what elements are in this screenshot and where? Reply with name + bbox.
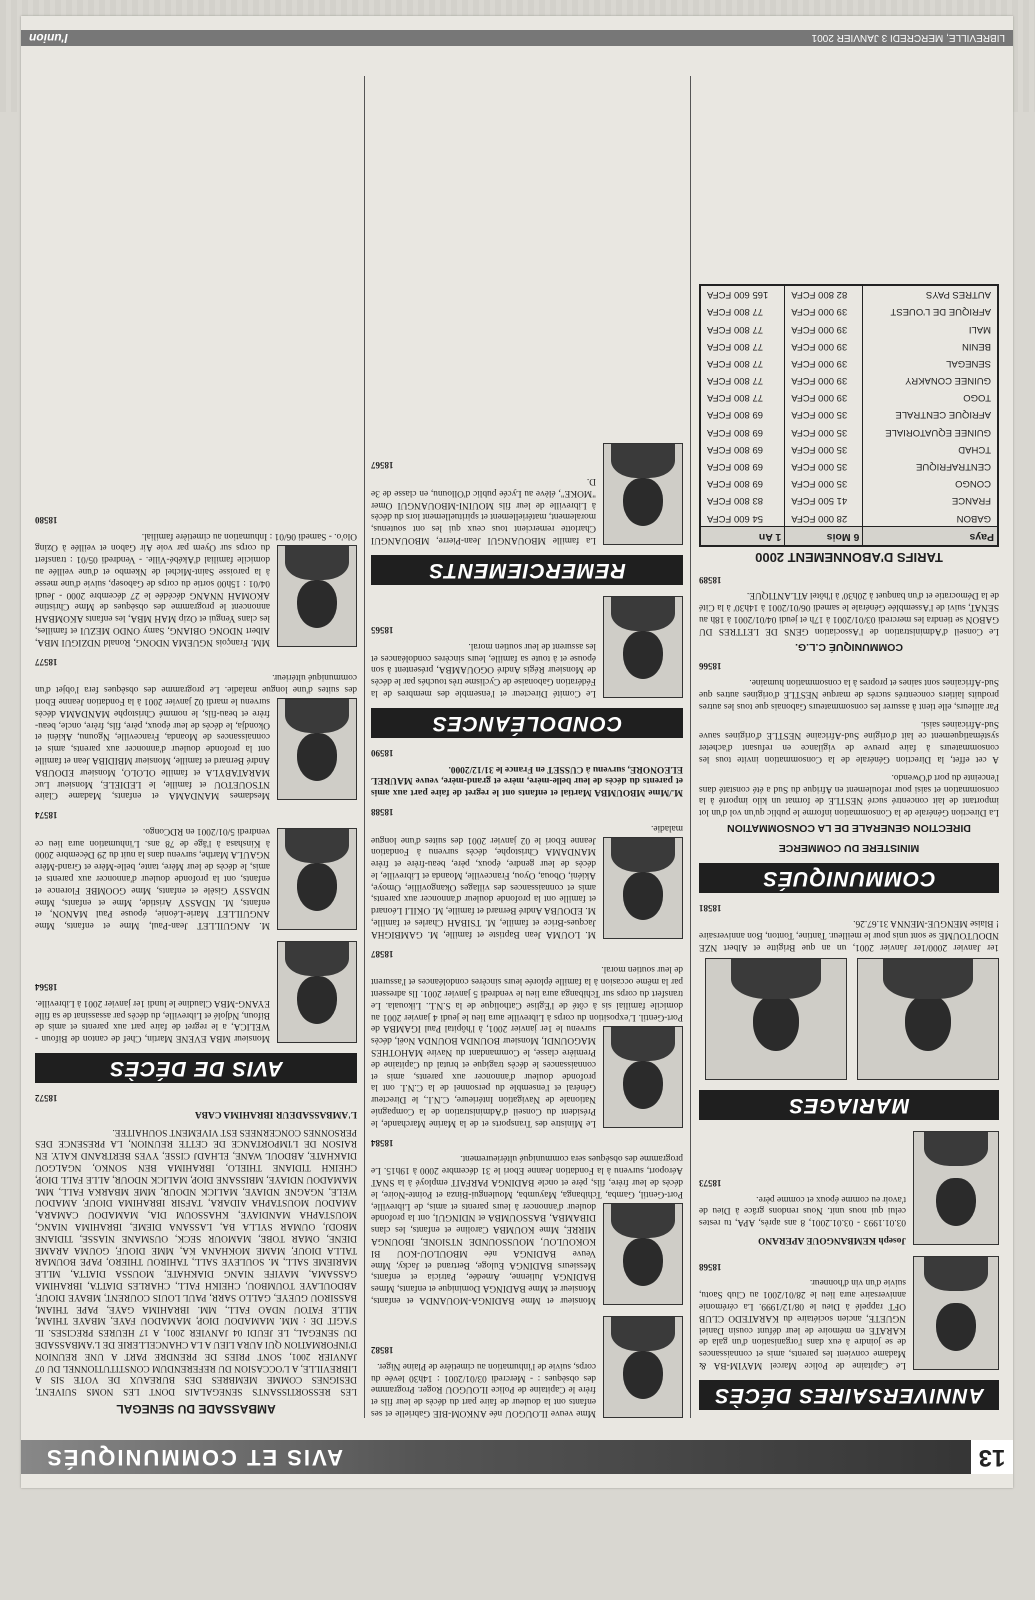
table-row — [700, 440, 998, 457]
death-notice — [371, 1313, 683, 1418]
tarifs-body — [700, 285, 998, 527]
price-cell: 28 000 FCFA — [785, 509, 863, 527]
price-cell: 69 800 FCFA — [700, 475, 785, 492]
notice-text: Par ailleurs, elle tient à assurer les consommateurs Gabonais que tous les autres produits laitiers concentrés sucrés de marque NESTLE d'origines autres que Sud-Africaines sont saines et propres à la consommation humaine. — [699, 677, 999, 711]
column-right — [35, 76, 357, 1418]
notice-text: Le Conseil d'Administration de l'Association GENS DE LETTRES DU GABON se tiendra les mercredi 03/01/2001 à 17h et jeudi 04/01/2001 à 18h au SENAT, suivi de l'Assemblée Générale le samedi 06/01/2001 à 14h30' à la Cité de la Démocratie et d'un banquet à 20h30' à l'hôtel ATLANTIQUE. — [699, 590, 999, 636]
notice-text: Le Ministre des Transports et de la Marine Marchande, le Président du Conseil d'Administration de la Compagnie Nationale de Navigation Intérieure, C.N.I., le Directeur Général et l'ensemble du personnel de la C.N.I. ont la profonde douleur d'annoncer aux parents, amis et connaissances le décès tragique et brutal du Capitaine de Première classe, le Commandant du Navire MAHOTHES MAGOUNDI, Monsieur BOUNDA BOUNDA Noël, décès survenu le 1er janvier 2001, à l'hôpital Paul IGAMBA de Port-Gentil. L'exposition du corps à Libreville aura lieu le jeudi 4 janvier 2001 au domicile familial sis à côté de l'Eglise Catholique de la S.N.L. Likouala. Le transfert du corps sur Tchibanga aura lieu le vendredi 5 janvier 2001. Ils adressent par la même occasion à la famille éplorée leurs sincères condoléances et l'assurent de leur soutien moral. — [371, 964, 683, 1128]
notice-text: Le Capitaine de Police Marcel MAYIM-BA & Madame convient les parents, amis et connaissances de se joindre à eux dans l'organisation d'un gala de KARATE en mémoire de leur défunt cousin Daniel NGUETE, ancien sociétaire du KARATEDO CLUB OFT rappelé à Dieu le 08/12/1999. La cérémonie anniversaire aura lieu le 28/01/2001 au Club Saotu, suivie d'un vin d'honneur. — [699, 1277, 906, 1370]
column-rule — [690, 76, 691, 1418]
price-cell: 39 000 FCFA — [785, 337, 863, 354]
newspaper-page — [21, 16, 1013, 1488]
death-notice — [35, 808, 357, 930]
issue-date: LIBREVILLE, MERCREDI 3 JANVIER 2001 — [811, 32, 1005, 44]
ministry-heading: MINISTERE DU COMMERCE — [778, 841, 920, 854]
country-cell: GABON — [863, 509, 998, 527]
reference-number: 18590 — [371, 747, 394, 758]
price-cell: 69 800 FCFA — [700, 458, 785, 475]
avis-deces-band: AVIS DE DÉCÈS — [35, 1053, 357, 1083]
country-cell: AFRIQUE DE L'OUEST — [863, 303, 998, 320]
price-cell: 39 000 FCFA — [785, 303, 863, 320]
portrait-photo — [277, 698, 357, 800]
reference-number: 18577 — [35, 656, 58, 667]
price-cell: 77 800 FCFA — [700, 389, 785, 406]
price-cell: 35 000 FCFA — [785, 423, 863, 440]
price-cell: 165 600 FCFA — [700, 285, 785, 303]
couple-photo — [857, 958, 999, 1080]
portrait-photo — [277, 545, 357, 647]
notice-text: La famille MBOUANGUI Jean-Pierre, MBOUANGUI Charlotte remercient tous ceux qui les ont soutenus, moralement, matériellement et spirituellement lors du décès à Libreville de leur fils MOUINI-MBOUANGUI Omer "MOKE", élève au Lycée public d'Ollounu, en classe de 3e D. — [371, 475, 596, 545]
reference-number: 18574 — [35, 810, 58, 821]
table-row — [700, 320, 998, 337]
price-cell: 69 800 FCFA — [700, 423, 785, 440]
reference-number: 18567 — [371, 460, 394, 471]
reference-number: 18565 — [371, 624, 394, 635]
country-cell: FRANCE — [863, 492, 998, 509]
embassy-heading: AMBASSADE DU SENEGAL — [116, 1402, 276, 1416]
signature: L'AMBASSADEUR IBRAHIMA CABA — [195, 1108, 357, 1119]
country-cell: BENIN — [863, 337, 998, 354]
country-cell: AFRIQUE CENTRALE — [863, 406, 998, 423]
column-left — [699, 76, 999, 1418]
reference-number: 18580 — [35, 514, 58, 525]
notice-text: M. ANGUILLET Jean-Paul, Mme et enfants, Mme ANGUILLET Marie-Léonie, épouse Paul MANON, et enfants, M. NDASSY Aristide, Mme et enfants, Mme NDASSY Gisèle et enfants, Mme GOOMBE Florence et enfants, ont la profonde douleur d'annoncer aux parents et amis, le décès de leur Mère, tante, belle-Mère et Grand-Mère NGAULA Marthe, survenu dans la nuit du 29 Décembre 2000 à Kinshasa à l'âge de 78 ans. L'inhumation aura lieu ce vendredi 5/01/2001 en RDCongo. — [35, 825, 270, 931]
portrait-photo — [603, 837, 683, 939]
notice-text: 1er Janvier 2000/1er Janvier 2001, un an que Brigitte et Albert NZE NDOUTOUME se sont unis pour le meilleur. Tantine, Tonton, Bon anniversaire ! Blaise MENGUE-MENNA 31.67.26. — [699, 918, 999, 952]
tarifs-table — [699, 284, 999, 547]
notice-text: A cet effet, la Direction Générale de la Consommation invite tous les consommateurs à faire preuve de vigilance en refusant d'acheter systématiquement ce lait d'origine Sud-Africaine NESTLE d'origines sauve Sud-Africaines saisi. — [699, 718, 999, 765]
country-cell: TCHAD — [863, 440, 998, 457]
page-header — [21, 1440, 1013, 1474]
reference-number: 18584 — [371, 1137, 394, 1148]
reference-number: 18564 — [35, 982, 58, 993]
country-cell: AUTRES PAYS — [863, 285, 998, 303]
anniversaires-band: ANNIVERSAIRES DÉCÈS — [699, 1380, 999, 1410]
column-header: 6 Mois — [785, 527, 863, 546]
notice-text: Monsieur et Mme BADINGA-MOUANDA et enfants, Monsieur et Mme BADINGA Dominique et enfants, Mmes BADINGA Julienne, Amedée, Patricia et enfants, Messieurs BADINGA Euloge, Bertrand et Jacky, Mme Veuve BADINGA née MBOULOU-KOU BI KOKOULOU, MOUSSOUNDE NTSIONE, IBOUNGA MIRRE, Mme KOUMBA Caroline et enfants, les clans DIBAMBA, BASSOUMBA et NDINGUI, ont la profonde douleur d'annoncer à leurs parents et amis, de Libreville, Port-Gentil, Gamba, Tchibanga, Mayumba, Moulengui-Binza et Pointe-Noire, le décès de leur frère, fils, père et oncle BADINGA PARFAIT employé à la SNAT Aéroport, survenu à la Fondation Jeanne Ebori le 31 décembre 2000 à 19h15. Le programme des obsèques sera communiqué ultérieurement. — [371, 1153, 683, 1305]
death-notice — [371, 805, 683, 939]
table-row — [700, 509, 998, 527]
anniversary-notice — [699, 1253, 999, 1370]
column-middle — [371, 76, 683, 1418]
country-cell: GUINEE EQUATORIALE — [863, 423, 998, 440]
notice-text: Monsieur MBA EVENE Martin, Chef de canton de Bifoun -WELICA, a le regret de faire part aux parents et amis de Bifoun, Ndjolé et Libreville, du décès par assassinat de sa fille EYANG-MBA Claudine le lundi 1er janvier 2001 à Libreville. — [35, 997, 270, 1044]
table-row — [700, 458, 998, 475]
column-header: 1 An — [700, 527, 785, 546]
table-row — [700, 285, 998, 303]
thanks-notice — [371, 440, 683, 545]
notice-text: Mme veuve ILOUGOU née ANKOM-BIE Gabrielle et ses enfants ont la douleur de faire part du décès de leur fils et frère le Capitaine de Police ILOUGOU Roger. Programme des obsèques : - Mercredi 03/01/2001 : 14h30 levée du corps, suivie de l'inhumation au cimetière de Plaine Niger. — [371, 1360, 596, 1418]
notice-name: Joseph KEMBANGOUE APERANO — [758, 1235, 906, 1245]
price-cell: 77 800 FCFA — [700, 337, 785, 354]
price-cell: 35 000 FCFA — [785, 406, 863, 423]
portrait-photo — [603, 596, 683, 698]
death-notice — [371, 1136, 683, 1305]
price-cell: 41 500 FCFA — [785, 492, 863, 509]
notice-text: M. LOUMA Jean Baptiste et famille, M. GAMBIGHA Jacques-Brice et famille, M. TSIBAH Charles et famille, M. EDOUBA André Bernard et famille, M. OKILI Léonard et famille ont la profonde douleur d'annoncer aux parents, amis et connaissances des villages Okangovillie, Omoye, Akiéni, Oboua, Oyou, Franceville, Moanda et Libreville, le décès de leur gendre, époux, père, beau-frère et frère MANDAMA Christophe, décès survenu à Fondation Jeanne Ebori le 02 janvier 2001 des suites d'une longue maladie. — [371, 822, 683, 939]
price-cell: 35 000 FCFA — [785, 440, 863, 457]
country-cell: SENEGAL — [863, 354, 998, 371]
price-cell: 77 800 FCFA — [700, 372, 785, 389]
price-cell: 83 800 FCFA — [700, 492, 785, 509]
table-row — [700, 389, 998, 406]
anniversary-notice — [699, 1128, 999, 1245]
portrait-photo — [277, 941, 357, 1043]
couple-photos — [699, 958, 999, 1080]
portrait-photo — [277, 828, 357, 930]
page-footer — [21, 30, 1013, 46]
death-notice — [35, 655, 357, 801]
direction-heading: DIRECTION GENERALE DE LA CONSOMMATION — [727, 822, 971, 835]
country-cell: TOGO — [863, 389, 998, 406]
price-cell: 35 000 FCFA — [785, 458, 863, 475]
notice-text: M./Mme MBOUMBA Martial et enfants ont le regret de faire part aux amis et parents du décès de leur belle-mère, mère et grand-mère, veuve MAUREL ELEONORE, survenu à CUSSET en France le 31/12/2000. — [371, 763, 683, 798]
death-notice — [35, 513, 357, 647]
reference-number: 18587 — [371, 948, 394, 959]
table-row — [700, 354, 998, 371]
reference-number: 18573 — [699, 1177, 722, 1188]
portrait-photo — [913, 1131, 999, 1245]
communiques-band: COMMUNIQUÉS — [699, 863, 999, 893]
price-cell: 69 800 FCFA — [700, 440, 785, 457]
portrait-photo — [603, 1203, 683, 1305]
table-row — [700, 406, 998, 423]
death-notice — [371, 947, 683, 1128]
country-cell: CONGO — [863, 475, 998, 492]
price-cell: 77 800 FCFA — [700, 303, 785, 320]
table-row — [700, 337, 998, 354]
portrait-photo — [603, 1316, 683, 1418]
table-row — [700, 423, 998, 440]
price-cell: 39 000 FCFA — [785, 372, 863, 389]
price-cell: 35 000 FCFA — [785, 475, 863, 492]
portrait-photo — [603, 443, 683, 545]
reference-number: 18566 — [699, 661, 722, 672]
table-row — [700, 303, 998, 320]
page-number: 13 — [971, 1440, 1013, 1474]
price-cell: 82 800 FCFA — [785, 285, 863, 303]
country-cell: MALI — [863, 320, 998, 337]
notice-text: La Direction Générale de la Consommation informe le public qu'un vol d'un lot important de lait concentré sucré NESTLE de format un kilo importé à la consommation et saisi pour refoulement en Afrique du Sud a été constaté dans l'enceinte du port d'Owendo. — [699, 771, 999, 818]
country-cell: GUINEE CONAKRY — [863, 372, 998, 389]
mariages-band: MARIAGES — [699, 1090, 999, 1120]
notice-text: MM. François NGUEMA NDONG, Ronald NDZIGUI MBA, Albert NDONG OBIANG, Samy ONDO MEZUI et familles, les clans Yengui et Ozip MAH MBA, les enfants AKOMBAH annoncent le programme des obsèques de Mme Christine AKOMAH NNANG décédée le 27 décembre 2000 - Jeudi 04/01 : 15h00 sortie du corps de Gabosep, suivie d'une messe à la paroisse Saint-Michel de Nkembo et d'une veillée au domicile familial d'Akébé-Ville. - Vendredi 05/01 : transfert du corps sur Oyem par voie Air Gabon et veillée à Ozing Olo'o. - Samedi 06/01 : Inhumation au cimetière familial. — [35, 530, 357, 647]
newspaper-brand: l'union — [29, 31, 68, 45]
reference-number: 18581 — [699, 902, 722, 913]
table-row — [700, 492, 998, 509]
remerciements-band: REMERCIEMENTS — [371, 555, 683, 585]
notice-text: Le Comité Directeur et l'ensemble des membres de la Fédération Gabonaise de Cyclisme très touchés par le décès de Monsieur Régis André OGOUAMBA, présentent à son épouse et à toute sa famille, leurs sincères condoléances et les assurent de leur soutien moral. — [371, 640, 596, 698]
price-cell: 69 800 FCFA — [700, 406, 785, 423]
price-cell: 39 000 FCFA — [785, 320, 863, 337]
section-title: AVIS ET COMMUNIQUÉS — [45, 1445, 343, 1470]
reference-number: 18572 — [35, 1093, 58, 1104]
clg-heading: COMMUNIQUÉ C.L.G. — [795, 640, 903, 653]
reference-number: 18588 — [371, 806, 394, 817]
notice-text: 03.01.1993 - 03.01.2001, 8 ans après, APA, tu restes celui qui nous unit. Nous rendons grâce à Dieu de t'avoir eu comme époux et comme père. — [699, 1193, 906, 1228]
couple-photo — [705, 958, 847, 1080]
notice-text: LES RESSORTISSANTS SENEGALAIS DONT LES NOMS SUIVENT, DESIGNES COMME MEMBRES DES BUREAUX DE VOTE SIS A LIBREVILLE, A L'OCCASION DU REFERENDUM CONSTITUTIONNEL DU 07 JANVIER 2001, SONT PRIES DE PRENDRE PART A UNE REUNION D'INFORMATION QUI AURA LIEU A LA CHANCELLERIE DE L'AMBASSADE DU SENEGAL, LE JEUDI 04 JANVIER 2001, A 17 HEURES PRECISES. IL S'AGIT DE : MM. MAMADOU DIOP, MAMADOU FAYE, MBAYE THIAM, MLLE FATOU NDAO FALL, MM. IBRAHIMA GAYE, PAPE THIAM, BASSIROU GUEYE, GALLO SARR, PAUL LOUIS COURENT, MBAYE DIOUF, ABDOULAYE TOUMBOU, CHEIKH FALL, CHARLES DIATTA, IBRAHIMA GASSAMA, MAYIFE NIANG DIAKHATE, MOUSSA DIATTA, MLLE MARIEME SALL, M. SOULEYE SALL, TAHIROU THIERO, PAPE BOUMAR TALLA DIOUF, MAME MOKHANA KA, MME DIOUF, GOUMA ARAME DIENE, OMAR TOBE, MAMOUR SECK, OUSMANE NIASSE, TIDIANE MBODJ, OUMAR SYLLA BA, LASSANA DIEME, IBRAHIMA NIANG, MOUSTAPHA MANDIAYE, KHASSOUM DIA, MAMADOU CAMARA, AMADOU MOUSTAPHA AIDARA, TAFSIR IBRAHIMA DIOUF, AMADOU WELE, NGAGNE NDIAYE, MALICK NDOUR, MME MBARKA FALL, MM. MAMADOU NDIAYE, MBISSANE DIOP, MALICK NDOUR, ALLE FALL DIOP, CHEIKH TIDIANE THIELO, IBRAHIMA BEN SONKO, NGALGOU DIAKHATE, ABDOUL WANE, ELHADJ CISSE, YVES BERTRAND KALY. EN RAISON DE L'IMPORTANCE DE CETTE REUNION, LA PRESENCE DES PERSONNES CONCERNEES EST VIVEMENT SOUHAITEE. — [35, 1126, 357, 1397]
portrait-photo — [913, 1256, 999, 1370]
table-row — [700, 372, 998, 389]
country-cell: CENTRAFRIQUE — [863, 458, 998, 475]
tarifs-title: TARIFS D'ABONNEMENT 2000 — [755, 549, 943, 565]
condoleances-band: CONDOLÉANCES — [371, 708, 683, 738]
reference-number: 18589 — [699, 574, 722, 585]
condolence-notice — [371, 593, 683, 698]
price-cell: 39 000 FCFA — [785, 389, 863, 406]
price-cell: 77 800 FCFA — [700, 320, 785, 337]
reference-number: 18568 — [699, 1261, 722, 1272]
death-notice — [35, 938, 357, 1043]
price-cell: 54 600 FCFA — [700, 509, 785, 527]
portrait-photo — [603, 1026, 683, 1128]
notice-text: Mesdames MANDAMA et enfants, Madame Claire NTSOUETOU et famille, le LEDIELE, Monsieur Luc MARATABYLA et famille OLOLO, Monsieur EDOUBA André Bernard et famille, Monsieur MBIDIBA Jean et famille ont la profonde douleur d'annoncer aux parents, amis et connaissances de Moanda, Franceville, Ngounu, Akiéni et Okondja, le décès de leur époux, père, fils, frère, oncle, beau-frère et beau-fils, le nommé Christophe MANDAMA décès survenu le mardi 02 janvier 2001 à la Fondation Jeanne Ebori des suites d'une longue maladie. Le programme des obsèques fera l'objet d'un communiqué ultérieur. — [35, 672, 357, 801]
column-rule — [364, 76, 365, 1418]
price-cell: 77 800 FCFA — [700, 354, 785, 371]
table-row — [700, 475, 998, 492]
price-cell: 39 000 FCFA — [785, 354, 863, 371]
column-header: Pays — [863, 527, 998, 546]
reference-number: 18582 — [371, 1345, 394, 1356]
